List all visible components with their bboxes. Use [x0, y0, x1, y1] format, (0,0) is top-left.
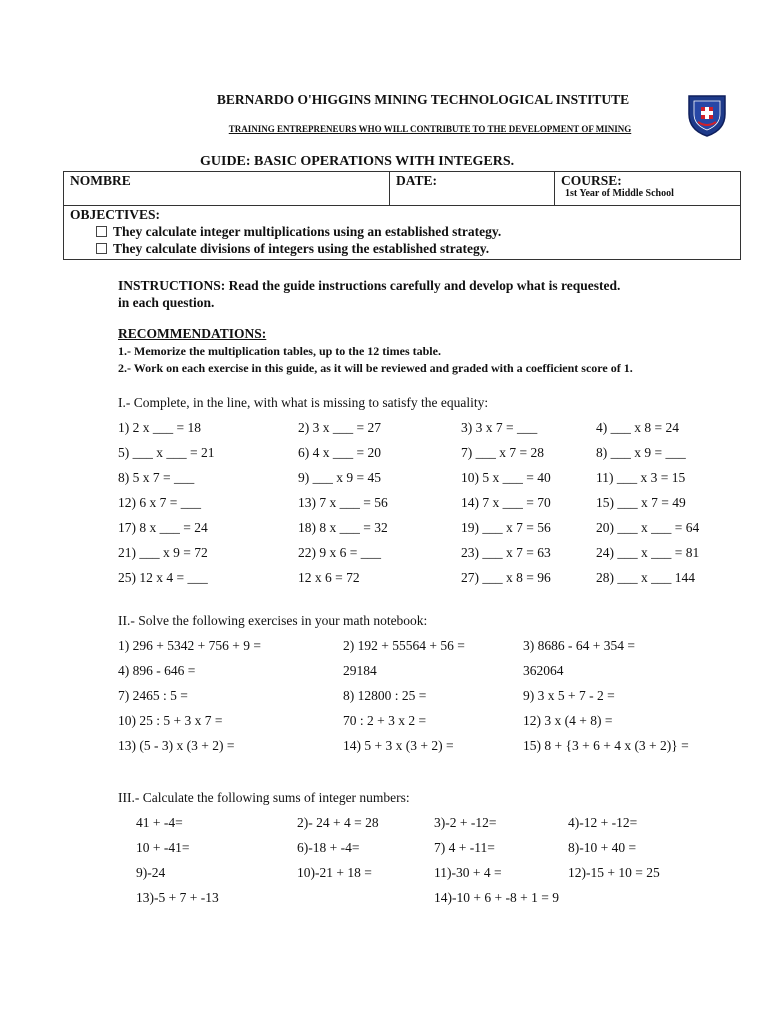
- exercise-item: 15) 8 + {3 + 6 + 4 x (3 + 2)} =: [523, 738, 689, 753]
- exercise-item: 13) 7 x ___ = 56: [298, 495, 388, 510]
- exercise-item: 11)-30 + 4 =: [434, 865, 502, 880]
- student-info-table: [63, 171, 741, 260]
- instructions-line-1: INSTRUCTIONS: Read the guide instructions carefully and develop what is requested.: [118, 278, 621, 293]
- exercise-item: 25) 12 x 4 = ___: [118, 570, 208, 585]
- exercise-item: 8) 5 x 7 = ___: [118, 470, 195, 485]
- exercise-item: 10)-21 + 18 =: [297, 865, 372, 880]
- exercise-item: 5) ___ x ___ = 21: [118, 445, 215, 460]
- course-label: COURSE:: [561, 173, 622, 188]
- exercise-item: 7) 2465 : 5 =: [118, 688, 188, 703]
- exercise-item: 17) 8 x ___ = 24: [118, 520, 208, 535]
- exercise-item: 2)- 24 + 4 = 28: [297, 815, 379, 830]
- exercise-item: 1) 296 + 5342 + 756 + 9 =: [118, 638, 261, 653]
- exercise-item: 19) ___ x 7 = 56: [461, 520, 551, 535]
- exercise-item: 18) 8 x ___ = 32: [298, 520, 388, 535]
- exercise-item: 4) ___ x 8 = 24: [596, 420, 679, 435]
- objective-text: They calculate integer multiplications using an established strategy.: [113, 224, 502, 239]
- exercise-item: 3)-2 + -12=: [434, 815, 497, 830]
- exercise-item: 14)-10 + 6 + -8 + 1 = 9: [434, 890, 559, 905]
- exercise-item: 24) ___ x ___ = 81: [596, 545, 700, 560]
- exercise-item: 15) ___ x 7 = 49: [596, 495, 686, 510]
- exercise-item: 8)-10 + 40 =: [568, 840, 637, 855]
- exercise-item: 14) 7 x ___ = 70: [461, 495, 551, 510]
- exercise-item: 4)-12 + -12=: [568, 815, 638, 830]
- exercise-item: 8) ___ x 9 = ___: [596, 445, 686, 460]
- exercise-item: 7) 4 + -11=: [434, 840, 495, 855]
- name-cell[interactable]: [64, 172, 390, 206]
- recommendations-title: RECOMMENDATIONS:: [118, 326, 267, 341]
- exercise-item: 4) 896 - 646 =: [118, 663, 196, 678]
- exercise-item: 10 + -41=: [136, 840, 190, 855]
- exercise-item: 7) ___ x 7 = 28: [461, 445, 544, 460]
- section-2-title: II.- Solve the following exercises in your math notebook:: [118, 613, 428, 628]
- exercise-item: 29184: [343, 663, 377, 678]
- exercise-item: 362064: [523, 663, 564, 678]
- exercise-item: 22) 9 x 6 = ___: [298, 545, 381, 560]
- objective-text: They calculate divisions of integers using the established strategy.: [113, 241, 490, 256]
- exercise-item: 6) 4 x ___ = 20: [298, 445, 381, 460]
- course-cell[interactable]: [555, 172, 741, 206]
- checkbox-icon: [96, 243, 107, 254]
- objectives-label: OBJECTIVES:: [70, 207, 161, 222]
- exercise-item: 41 + -4=: [136, 815, 183, 830]
- exercise-item: 70 : 2 + 3 x 2 =: [343, 713, 427, 728]
- exercise-item: 9)-24: [136, 865, 166, 880]
- exercise-item: 14) 5 + 3 x (3 + 2) =: [343, 738, 454, 753]
- exercise-item: 3) 3 x 7 = ___: [461, 420, 538, 435]
- date-cell[interactable]: [390, 172, 555, 206]
- exercise-item: 2) 3 x ___ = 27: [298, 420, 381, 435]
- school-crest-icon: [686, 92, 728, 138]
- exercise-item: 21) ___ x 9 = 72: [118, 545, 208, 560]
- section-1-title: I.- Complete, in the line, with what is missing to satisfy the equality:: [118, 395, 489, 410]
- course-value: 1st Year of Middle School: [565, 188, 674, 199]
- name-label: NOMBRE: [70, 173, 131, 188]
- objectives-cell: [64, 206, 741, 260]
- exercise-item: 2) 192 + 55564 + 56 =: [343, 638, 465, 653]
- instructions-line-2: in each question.: [118, 295, 215, 310]
- instructions: [118, 277, 620, 311]
- recommendation-item: 1.- Memorize the multiplication tables, up to the 12 times table.: [118, 344, 441, 358]
- date-label: DATE:: [396, 173, 438, 188]
- exercise-item: 10) 25 : 5 + 3 x 7 =: [118, 713, 223, 728]
- objective-item: [70, 223, 734, 240]
- exercise-item: 9) 3 x 5 + 7 - 2 =: [523, 688, 615, 703]
- guide-title: GUIDE: BASIC OPERATIONS WITH INTEGERS.: [200, 154, 515, 169]
- section-3-title: III.- Calculate the following sums of integer numbers:: [118, 790, 410, 805]
- checkbox-icon: [96, 226, 107, 237]
- exercise-item: 9) ___ x 9 = 45: [298, 470, 381, 485]
- exercise-item: 12)-15 + 10 = 25: [568, 865, 660, 880]
- exercise-item: 3) 8686 - 64 + 354 =: [523, 638, 635, 653]
- exercise-item: 11) ___ x 3 = 15: [596, 470, 686, 485]
- exercise-item: 10) 5 x ___ = 40: [461, 470, 551, 485]
- exercise-item: 1) 2 x ___ = 18: [118, 420, 201, 435]
- exercise-item: 12 x 6 = 72: [298, 570, 360, 585]
- objective-item: [70, 240, 734, 257]
- exercise-item: 13)-5 + 7 + -13: [136, 890, 219, 905]
- exercise-item: 6)-18 + -4=: [297, 840, 360, 855]
- exercise-item: 12) 6 x 7 = ___: [118, 495, 201, 510]
- exercise-item: 8) 12800 : 25 =: [343, 688, 427, 703]
- exercise-item: 23) ___ x 7 = 63: [461, 545, 551, 560]
- institute-name: BERNARDO O'HIGGINS MINING TECHNOLOGICAL INSTITUTE: [216, 92, 630, 107]
- exercise-item: 12) 3 x (4 + 8) =: [523, 713, 613, 728]
- recommendation-item: 2.- Work on each exercise in this guide, as it will be reviewed and graded with a coefficient score of 1.: [118, 361, 633, 375]
- exercise-item: 28) ___ x ___ 144: [596, 570, 695, 585]
- exercise-item: 20) ___ x ___ = 64: [596, 520, 700, 535]
- institute-motto: TRAINING ENTREPRENEURS WHO WILL CONTRIBUTE TO THE DEVELOPMENT OF MINING: [228, 124, 632, 134]
- exercise-item: 13) (5 - 3) x (3 + 2) =: [118, 738, 235, 753]
- exercise-item: 27) ___ x 8 = 96: [461, 570, 551, 585]
